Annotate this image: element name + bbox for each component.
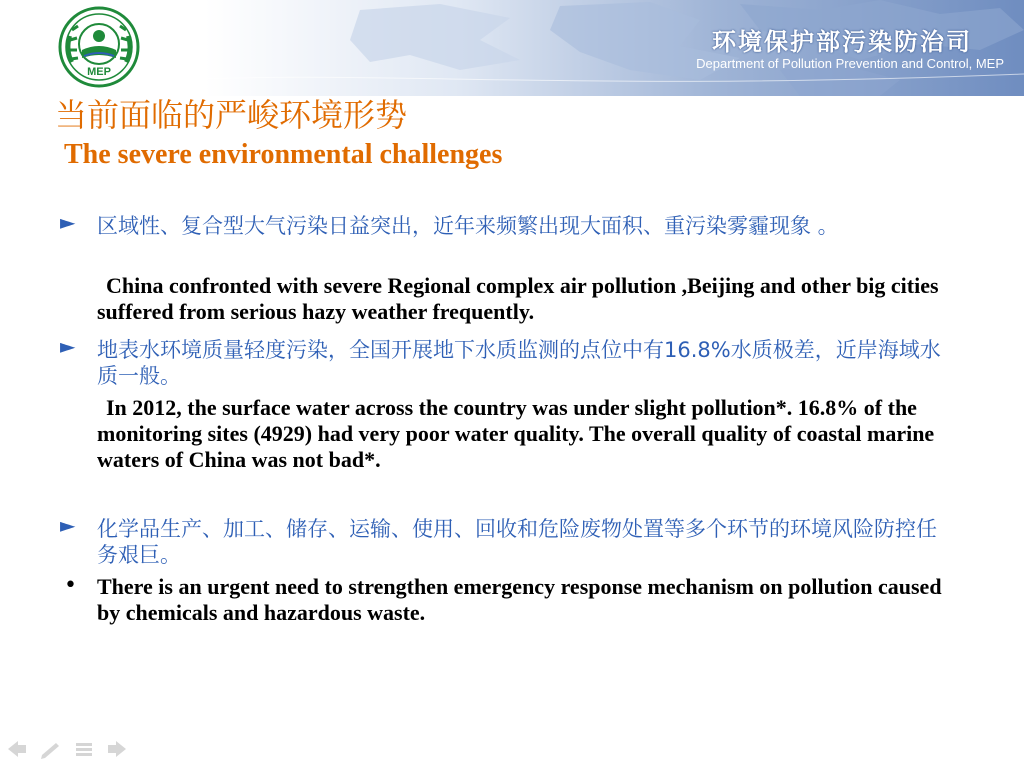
bullet-text-en: In 2012, the surface water across the country was under slight pollution*. 16.8% of the monitoring sites (4929) had very poor water quality. The overall quality of coastal marine waters of China was not bad*. — [97, 395, 935, 472]
bullet-text-cn: 地表水环境质量轻度污染，全国开展地下水质监测的点位中有16.8%水质极差，近岸海域水质一般。 — [97, 338, 941, 388]
prev-arrow-icon[interactable] — [8, 741, 26, 757]
organization-name-cn: 环境保护部污染防治司 — [712, 28, 972, 56]
bullet-arrow-icon: ► — [60, 210, 76, 234]
next-arrow-icon[interactable] — [108, 741, 126, 757]
bullet-text-cn: 区域性、复合型大气污染日益突出，近年来频繁出现大面积、重污染雾霾现象 。 — [97, 214, 839, 238]
slide-navigation — [6, 738, 130, 760]
emblem-text: MEP — [87, 66, 111, 78]
pen-icon[interactable] — [41, 743, 59, 759]
menu-icon[interactable] — [76, 743, 92, 756]
slide-title-en: The severe environmental challenges — [64, 139, 503, 170]
bullet-text-cn: 化学品生产、加工、储存、运输、使用、回收和危险废物处置等多个环节的环境风险防控任务艰巨。 — [97, 517, 937, 567]
header-banner — [0, 0, 1024, 96]
bullet-text-en: China confronted with severe Regional complex air pollution ,Beijing and other big cities suffered from serious hazy weather frequently. — [97, 273, 939, 324]
bullet-dot-icon: • — [64, 573, 77, 598]
bullet-arrow-icon: ► — [60, 513, 76, 537]
bullet-arrow-icon: ► — [60, 334, 76, 358]
mep-emblem-logo — [58, 6, 140, 88]
organization-name-en: Department of Pollution Prevention and Control, MEP — [696, 56, 1004, 71]
slide-title-cn: 当前面临的严峻环境形势 — [55, 96, 408, 134]
bullet-text-en: There is an urgent need to strengthen emergency response mechanism on pollution caused by chemicals and hazardous waste. — [97, 574, 942, 625]
